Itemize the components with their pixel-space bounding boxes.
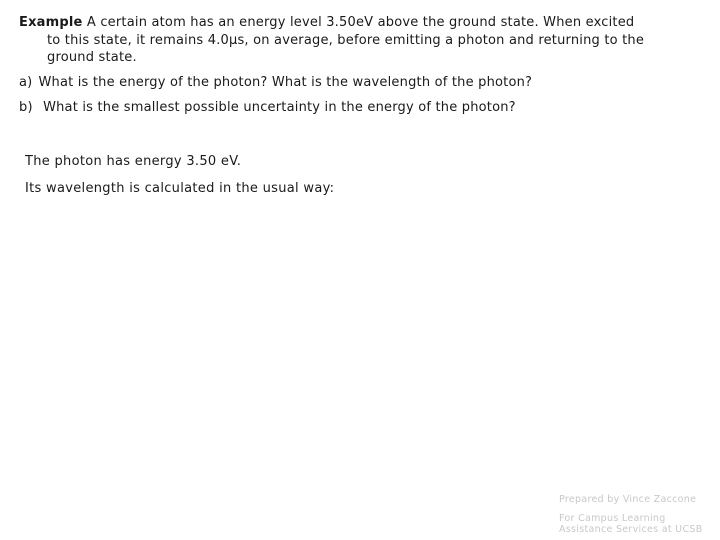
footer-organization bbox=[559, 513, 709, 535]
question-a-tag: a) bbox=[19, 75, 33, 90]
problem-statement bbox=[19, 14, 699, 67]
footer-org-line-2: Assistance Services at UCSB bbox=[559, 524, 703, 535]
footer-prepared-by: Prepared by Vince Zaccone bbox=[559, 494, 697, 505]
question-b-tag: b) bbox=[19, 100, 33, 115]
answer-line-2: Its wavelength is calculated in the usual way: bbox=[25, 181, 335, 196]
answer-line-1: The photon has energy 3.50 eV. bbox=[25, 154, 242, 169]
question-a-text: What is the energy of the photon? What is the wavelength of the photon? bbox=[38, 75, 533, 90]
example-label: Example bbox=[19, 15, 83, 30]
footer-org-line-1: For Campus Learning bbox=[559, 513, 666, 524]
problem-line-3: ground state. bbox=[47, 50, 137, 65]
problem-line-1: A certain atom has an energy level 3.50eV above the ground state. When excited bbox=[82, 15, 635, 30]
problem-line-2: to this state, it remains 4.0μs, on average, before emitting a photon and returning to the bbox=[47, 32, 645, 48]
question-a bbox=[19, 74, 699, 91]
question-b bbox=[19, 99, 699, 116]
question-b-text: What is the smallest possible uncertainty in the energy of the photon? bbox=[38, 100, 516, 115]
